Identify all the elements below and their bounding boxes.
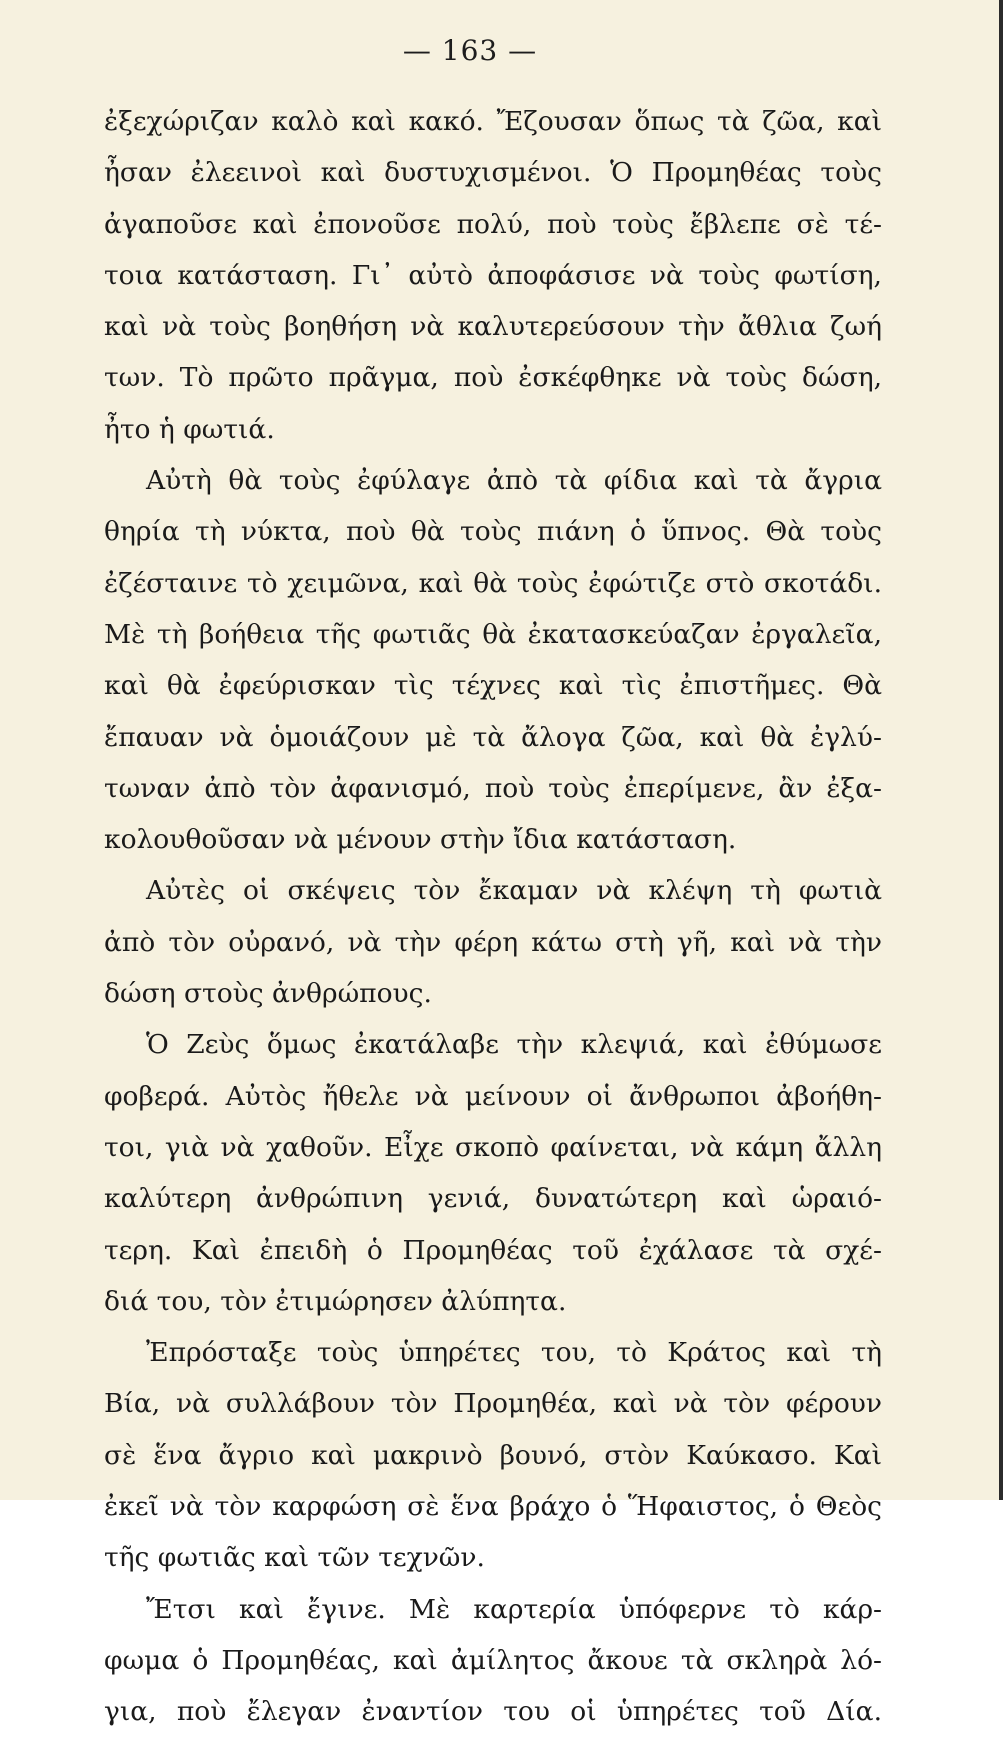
text-line: φωμα ὁ Προμηθέας, καὶ ἀμίλητος ἄκουε τὰ σκληρὰ λό- <box>104 1644 882 1676</box>
text-line: καλύτερη ἀνθρώπινη γενιά, δυνατώτερη καὶ ὡραιό- <box>104 1183 882 1215</box>
text-line: δώση στοὺς ἀνθρώπους. <box>104 978 432 1010</box>
body-text <box>104 96 882 1738</box>
text-line: των. Τὸ πρῶτο πρᾶγμα, ποὺ ἐσκέφθηκε νὰ τοὺς δώση, <box>104 362 882 394</box>
text-line: Αὐτὴ θὰ τοὺς ἐφύλαγε ἀπὸ τὰ φίδια καὶ τὰ ἄγρια <box>146 465 882 497</box>
text-line: καὶ νὰ τοὺς βοηθήση νὰ καλυτερεύσουν τὴν ἄθλια ζωή <box>104 311 882 343</box>
page-edge <box>999 0 1003 1500</box>
text-line: καὶ θὰ ἐφεύρισκαν τὶς τέχνες καὶ τὶς ἐπιστῆμες. Θὰ <box>104 670 882 702</box>
text-line: σὲ ἕνα ἄγριο καὶ μακρινὸ βουνό, στὸν Καύκασο. Καὶ <box>104 1439 882 1471</box>
text-line: ἔπαυαν νὰ ὁμοιάζουν μὲ τὰ ἄλογα ζῶα, καὶ θὰ ἐγλύ- <box>104 721 882 753</box>
text-line: για, ποὺ ἔλεγαν ἐναντίον του οἱ ὑπηρέτες τοῦ Δία. <box>104 1696 882 1728</box>
text-line: ἀπὸ τὸν οὐρανό, νὰ τὴν φέρη κάτω στὴ γῆ, καὶ νὰ τὴν <box>104 926 882 958</box>
text-line: Βία, νὰ συλλάβουν τὸν Προμηθέα, καὶ νὰ τὸν φέρουν <box>104 1388 882 1420</box>
text-line: Ἐπρόσταξε τοὺς ὑπηρέτες του, τὸ Κράτος καὶ τὴ <box>146 1337 882 1369</box>
page-number: — 163 — <box>402 34 538 67</box>
text-line: ἐζέσταινε τὸ χειμῶνα, καὶ θὰ τοὺς ἐφώτιζε στὸ σκοτάδι. <box>104 567 882 599</box>
text-line: τερη. Καὶ ἐπειδὴ ὁ Προμηθέας τοῦ ἐχάλασε τὰ σχέ- <box>104 1234 882 1266</box>
text-line: ἦσαν ἐλεεινοὶ καὶ δυστυχισμένοι. Ὁ Προμηθέας τοὺς <box>104 157 882 189</box>
text-line: θηρία τὴ νύκτα, ποὺ θὰ τοὺς πιάνη ὁ ὕπνος. Θὰ τοὺς <box>104 516 882 548</box>
text-line: τῆς φωτιᾶς καὶ τῶν τεχνῶν. <box>104 1542 485 1574</box>
text-line: ἀγαποῦσε καὶ ἐπονοῦσε πολύ, ποὺ τοὺς ἔβλεπε σὲ τέ- <box>104 208 882 240</box>
text-line: τοι, γιὰ νὰ χαθοῦν. Εἶχε σκοπὸ φαίνεται, νὰ κάμη ἄλλη <box>104 1131 882 1163</box>
text-line: Ἔτσι καὶ ἔγινε. Μὲ καρτερία ὑπόφερνε τὸ κάρ- <box>146 1593 882 1625</box>
text-line: τωναν ἀπὸ τὸν ἀφανισμό, ποὺ τοὺς ἐπερίμενε, ἂν ἐξα- <box>104 772 882 804</box>
text-line: ἦτο ἡ φωτιά. <box>104 413 275 445</box>
text-line: διά του, τὸν ἐτιμώρησεν ἀλύπητα. <box>104 1285 567 1317</box>
text-line: φοβερά. Αὐτὸς ἤθελε νὰ μείνουν οἱ ἄνθρωποι ἀβοήθη- <box>104 1080 882 1112</box>
text-line: κολουθοῦσαν νὰ μένουν στὴν ἴδια κατάσταση. <box>104 824 737 856</box>
text-line: Αὐτὲς οἱ σκέψεις τὸν ἔκαμαν νὰ κλέψη τὴ φωτιὰ <box>146 875 882 907</box>
text-line: Μὲ τὴ βοήθεια τῆς φωτιᾶς θὰ ἐκατασκεύαζαν ἐργαλεῖα, <box>104 618 882 650</box>
text-line: ἐκεῖ νὰ τὸν καρφώση σὲ ἕνα βράχο ὁ Ἥφαιστος, ὁ Θεὸς <box>104 1491 882 1523</box>
text-line: τοια κατάσταση. Γι᾿ αὐτὸ ἀποφάσισε νὰ τοὺς φωτίση, <box>104 259 882 291</box>
text-line: Ὁ Ζεὺς ὅμως ἐκατάλαβε τὴν κλεψιά, καὶ ἐθύμωσε <box>146 1029 882 1061</box>
text-line: ἐξεχώριζαν καλὸ καὶ κακό. Ἔζουσαν ὅπως τὰ ζῶα, καὶ <box>104 106 882 137</box>
